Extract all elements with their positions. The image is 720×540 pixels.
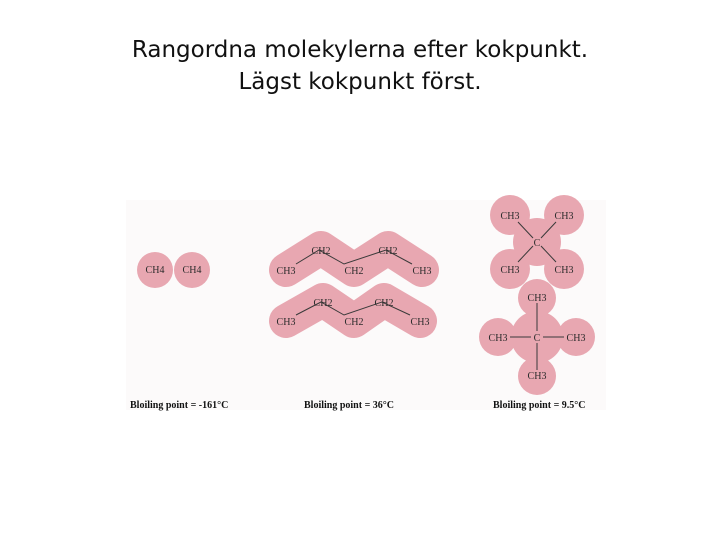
pentane-top-atom: CH2 <box>311 246 331 257</box>
neopentane-bottom-atom: CH3 <box>566 333 586 344</box>
neopentane-bottom-atom: CH3 <box>488 333 508 344</box>
neopentane-bottom-atom: CH3 <box>527 293 547 304</box>
pentane-bottom-atom: CH3 <box>276 317 296 328</box>
pentane-bottom-atom: CH2 <box>313 298 333 309</box>
pentane-top-atom: CH2 <box>378 246 398 257</box>
neopentane-caption: Bloiling point = 9.5°C <box>493 400 586 411</box>
boiling-point-figure <box>126 192 606 416</box>
neopentane-bottom-atom: CH3 <box>527 371 547 382</box>
pentane-molecule-top <box>277 246 432 277</box>
neopentane-top-atom: CH3 <box>500 211 520 222</box>
slide-title <box>0 34 720 98</box>
neopentane-top-atom: CH3 <box>554 211 574 222</box>
title-line-2: Lägst kokpunkt först. <box>238 69 482 95</box>
molecule-illustration <box>126 192 606 416</box>
neopentane-top-atom: C <box>533 238 541 249</box>
pentane-top-atom: CH3 <box>412 266 432 277</box>
title-line-1: Rangordna molekylerna efter kokpunkt. <box>131 37 589 63</box>
neopentane-top-atom: CH3 <box>500 265 520 276</box>
pentane-molecule-bottom <box>277 298 430 328</box>
pentane-bottom-atom: CH2 <box>374 298 394 309</box>
neopentane-top-atom: CH3 <box>554 265 574 276</box>
methane-atom-2: CH4 <box>182 265 202 276</box>
pentane-top-atom: CH2 <box>344 266 364 277</box>
pentane-bottom-atom: CH3 <box>410 317 430 328</box>
methane-atom-1: CH4 <box>145 265 165 276</box>
methane-caption: Bloiling point = -161°C <box>130 400 229 411</box>
neopentane-bottom-atom: C <box>533 333 541 344</box>
pentane-caption: Bloiling point = 36°C <box>304 400 394 411</box>
pentane-top-atom: CH3 <box>276 266 296 277</box>
pentane-bottom-atom: CH2 <box>344 317 364 328</box>
